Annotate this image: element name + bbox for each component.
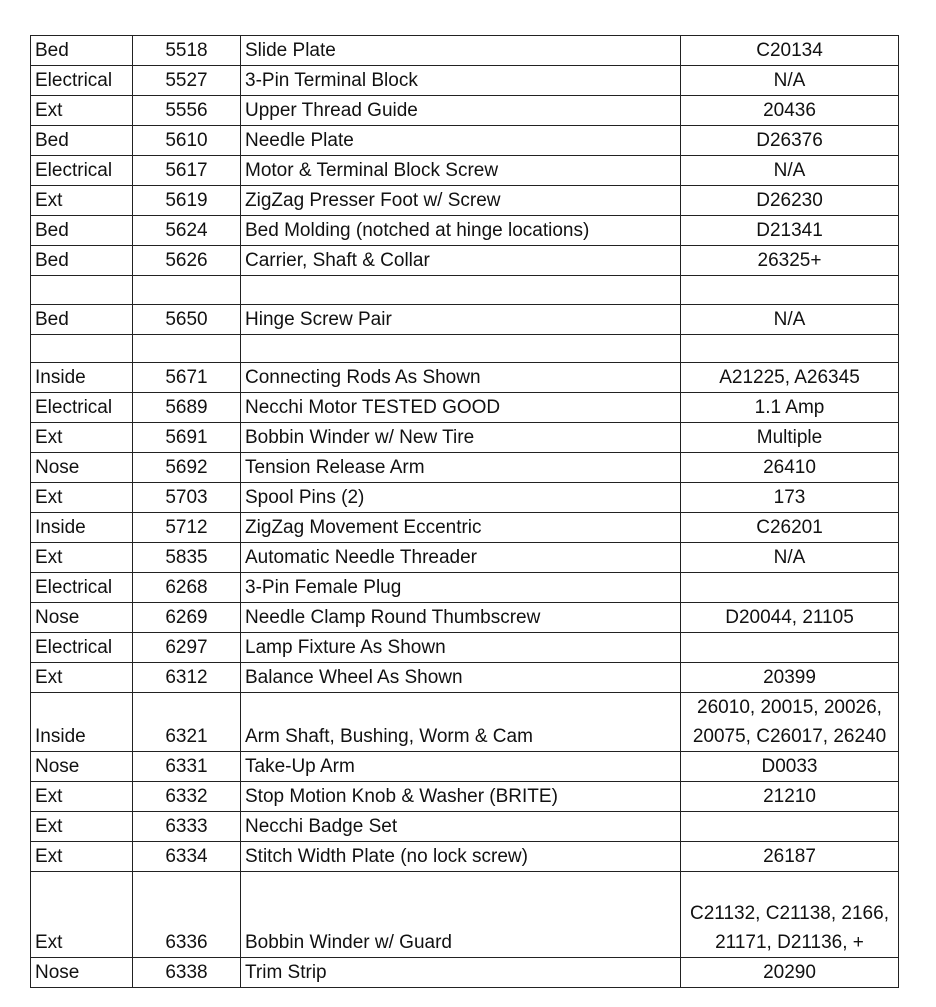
table-row	[31, 96, 899, 126]
table-row	[31, 693, 899, 752]
category-cell: Nose	[31, 958, 133, 988]
description-cell: Bobbin Winder w/ New Tire	[241, 423, 681, 453]
table-row	[31, 66, 899, 96]
table-row	[31, 513, 899, 543]
description-cell: Carrier, Shaft & Collar	[241, 246, 681, 276]
item-number-cell: 5626	[133, 246, 241, 276]
table-row	[31, 483, 899, 513]
part-number-line: 20399	[763, 667, 816, 688]
category-cell: Ext	[31, 872, 133, 958]
part-number-line: 26187	[763, 846, 816, 867]
item-number-cell: 5610	[133, 126, 241, 156]
part-number-line: N/A	[773, 547, 806, 568]
part-number-cell	[681, 543, 899, 573]
category-cell: Ext	[31, 812, 133, 842]
item-number-cell: 6268	[133, 573, 241, 603]
item-number-cell: 6269	[133, 603, 241, 633]
part-number-line: D26376	[756, 130, 823, 151]
table-row	[31, 334, 899, 363]
category-cell: Electrical	[31, 633, 133, 663]
part-number-line: 173	[773, 487, 806, 508]
part-number-cell	[681, 186, 899, 216]
item-number-cell: 5691	[133, 423, 241, 453]
description-cell: Connecting Rods As Shown	[241, 363, 681, 393]
item-number-cell: 5692	[133, 453, 241, 483]
description-cell: ZigZag Presser Foot w/ Screw	[241, 186, 681, 216]
table-row	[31, 958, 899, 988]
table-row	[31, 812, 899, 842]
category-cell: Ext	[31, 96, 133, 126]
table-row	[31, 633, 899, 663]
item-number-cell: 6333	[133, 812, 241, 842]
parts-table	[30, 35, 899, 988]
category-cell: Nose	[31, 752, 133, 782]
part-number-cell	[681, 812, 899, 842]
part-number-cell	[681, 334, 899, 363]
part-number-line: C21132, C21138, 2166,	[690, 903, 889, 924]
table-row	[31, 363, 899, 393]
item-number-cell: 5689	[133, 393, 241, 423]
table-row	[31, 752, 899, 782]
item-number-cell: 6338	[133, 958, 241, 988]
part-number-line: 20290	[763, 962, 816, 983]
category-cell: Electrical	[31, 66, 133, 96]
part-number-cell	[681, 276, 899, 305]
description-cell	[241, 276, 681, 305]
part-number-cell	[681, 96, 899, 126]
part-number-cell	[681, 633, 899, 663]
category-cell: Bed	[31, 36, 133, 66]
table-row	[31, 36, 899, 66]
part-number-cell	[681, 693, 899, 752]
part-number-cell	[681, 126, 899, 156]
part-number-line: D26230	[756, 190, 823, 211]
part-number-cell	[681, 663, 899, 693]
category-cell: Ext	[31, 483, 133, 513]
category-cell: Electrical	[31, 573, 133, 603]
description-cell	[241, 334, 681, 363]
part-number-cell	[681, 453, 899, 483]
table-row	[31, 276, 899, 305]
part-number-line: 26325+	[757, 250, 822, 271]
table-row	[31, 782, 899, 812]
table-row	[31, 216, 899, 246]
description-cell: Take-Up Arm	[241, 752, 681, 782]
category-cell: Bed	[31, 216, 133, 246]
category-cell: Ext	[31, 782, 133, 812]
item-number-cell	[133, 334, 241, 363]
item-number-cell: 6312	[133, 663, 241, 693]
item-number-cell: 5624	[133, 216, 241, 246]
part-number-line: 26410	[763, 457, 816, 478]
category-cell: Inside	[31, 363, 133, 393]
description-cell: Trim Strip	[241, 958, 681, 988]
item-number-cell: 5527	[133, 66, 241, 96]
table-row	[31, 246, 899, 276]
part-number-line: 20436	[763, 100, 816, 121]
category-cell: Ext	[31, 663, 133, 693]
description-cell: Necchi Badge Set	[241, 812, 681, 842]
part-number-cell	[681, 872, 899, 958]
part-number-line: C20134	[756, 40, 823, 61]
description-cell: Balance Wheel As Shown	[241, 663, 681, 693]
description-cell: Bobbin Winder w/ Guard	[241, 872, 681, 958]
part-number-cell	[681, 573, 899, 603]
part-number-cell	[681, 603, 899, 633]
category-cell: Nose	[31, 453, 133, 483]
category-cell: Ext	[31, 423, 133, 453]
category-cell: Bed	[31, 304, 133, 334]
category-cell: Electrical	[31, 156, 133, 186]
parts-table-body	[31, 36, 899, 988]
item-number-cell: 6321	[133, 693, 241, 752]
category-cell: Bed	[31, 246, 133, 276]
description-cell: Needle Clamp Round Thumbscrew	[241, 603, 681, 633]
part-number-cell	[681, 156, 899, 186]
description-cell: Arm Shaft, Bushing, Worm & Cam	[241, 693, 681, 752]
item-number-cell: 5619	[133, 186, 241, 216]
table-row	[31, 156, 899, 186]
item-number-cell: 5518	[133, 36, 241, 66]
category-cell: Inside	[31, 513, 133, 543]
item-number-cell: 6336	[133, 872, 241, 958]
category-cell: Nose	[31, 603, 133, 633]
part-number-cell	[681, 483, 899, 513]
item-number-cell: 5671	[133, 363, 241, 393]
description-cell: Tension Release Arm	[241, 453, 681, 483]
description-cell: Motor & Terminal Block Screw	[241, 156, 681, 186]
table-row	[31, 872, 899, 958]
part-number-cell	[681, 842, 899, 872]
category-cell: Ext	[31, 543, 133, 573]
part-number-line: C26201	[756, 517, 823, 538]
table-row	[31, 543, 899, 573]
table-row	[31, 393, 899, 423]
table-row	[31, 304, 899, 334]
description-cell: Automatic Needle Threader	[241, 543, 681, 573]
table-row	[31, 126, 899, 156]
table-row	[31, 186, 899, 216]
part-number-line: 26010, 20015, 20026,	[697, 697, 882, 718]
item-number-cell: 5712	[133, 513, 241, 543]
description-cell: Upper Thread Guide	[241, 96, 681, 126]
category-cell: Bed	[31, 126, 133, 156]
part-number-line: D0033	[761, 756, 818, 777]
description-cell: Spool Pins (2)	[241, 483, 681, 513]
category-cell: Ext	[31, 842, 133, 872]
part-number-line: 21210	[763, 786, 816, 807]
item-number-cell: 6331	[133, 752, 241, 782]
part-number-cell	[681, 363, 899, 393]
description-cell: ZigZag Movement Eccentric	[241, 513, 681, 543]
part-number-cell	[681, 752, 899, 782]
description-cell: Stitch Width Plate (no lock screw)	[241, 842, 681, 872]
part-number-cell	[681, 246, 899, 276]
part-number-cell	[681, 782, 899, 812]
part-number-cell	[681, 423, 899, 453]
part-number-line: Multiple	[756, 427, 823, 448]
category-cell	[31, 334, 133, 363]
part-number-line: 20075, C26017, 26240	[692, 726, 887, 747]
category-cell: Electrical	[31, 393, 133, 423]
part-number-line: N/A	[773, 70, 806, 91]
part-number-cell	[681, 66, 899, 96]
table-row	[31, 423, 899, 453]
description-cell: Slide Plate	[241, 36, 681, 66]
category-cell: Ext	[31, 186, 133, 216]
category-cell	[31, 276, 133, 305]
item-number-cell: 5556	[133, 96, 241, 126]
part-number-cell	[681, 513, 899, 543]
description-cell: Hinge Screw Pair	[241, 304, 681, 334]
table-row	[31, 603, 899, 633]
part-number-cell	[681, 393, 899, 423]
description-cell: Necchi Motor TESTED GOOD	[241, 393, 681, 423]
table-row	[31, 453, 899, 483]
item-number-cell: 6334	[133, 842, 241, 872]
item-number-cell: 5650	[133, 304, 241, 334]
part-number-line: A21225, A26345	[719, 367, 860, 388]
description-cell: Stop Motion Knob & Washer (BRITE)	[241, 782, 681, 812]
table-row	[31, 663, 899, 693]
description-cell: Lamp Fixture As Shown	[241, 633, 681, 663]
part-number-cell	[681, 216, 899, 246]
part-number-line: 21171, D21136, +	[715, 932, 864, 953]
item-number-cell: 5617	[133, 156, 241, 186]
part-number-cell	[681, 36, 899, 66]
item-number-cell: 5703	[133, 483, 241, 513]
description-cell: Needle Plate	[241, 126, 681, 156]
item-number-cell	[133, 276, 241, 305]
part-number-line: N/A	[773, 308, 806, 330]
item-number-cell: 6297	[133, 633, 241, 663]
part-number-line: N/A	[773, 160, 806, 181]
description-cell: Bed Molding (notched at hinge locations)	[241, 216, 681, 246]
part-number-cell	[681, 304, 899, 334]
table-row	[31, 842, 899, 872]
description-cell: 3-Pin Terminal Block	[241, 66, 681, 96]
part-number-cell	[681, 958, 899, 988]
category-cell: Inside	[31, 693, 133, 752]
part-number-line: 1.1 Amp	[754, 397, 825, 418]
description-cell: 3-Pin Female Plug	[241, 573, 681, 603]
item-number-cell: 5835	[133, 543, 241, 573]
table-row	[31, 573, 899, 603]
item-number-cell: 6332	[133, 782, 241, 812]
part-number-line: D21341	[756, 220, 823, 241]
part-number-line: D20044, 21105	[725, 607, 854, 628]
